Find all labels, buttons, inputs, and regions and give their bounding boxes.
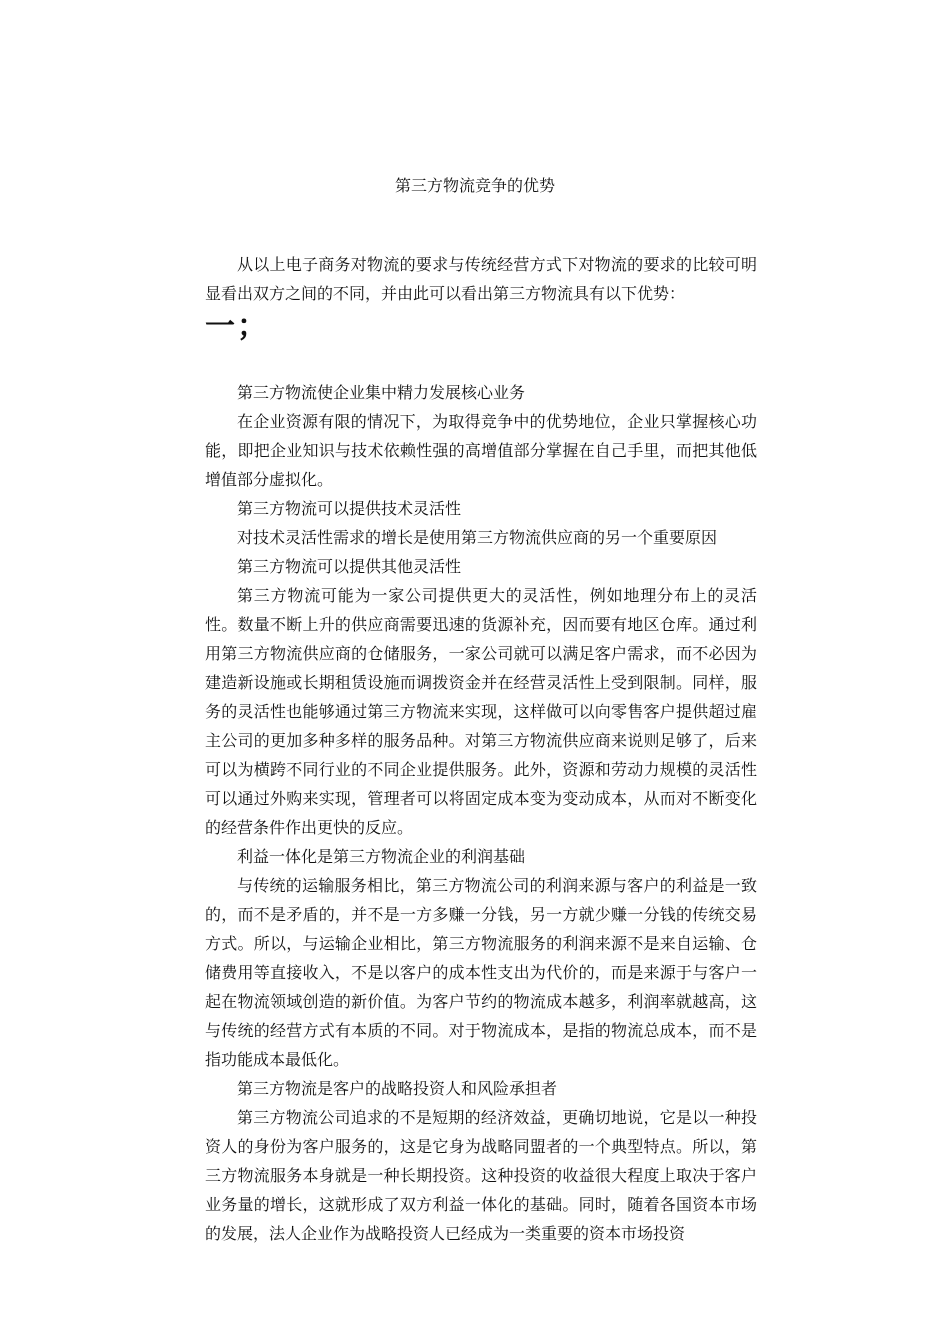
document-title: 第三方物流竞争的优势 <box>394 176 555 195</box>
paragraph-profit-basis: 与传统的运输服务相比，第三方物流公司的利润来源与客户的利益是一致的，而不是矛盾的，并不是一方多赚一分钱，另一方就少赚一分钱的传统交易方式。所以，与运输企业相比，第三方物流服务的利润来源不是来自运输、仓储费用等直接收入，不是以客户的成本性支出为代价的，而是来源于与客户一起在物流领域创造的新价值。为客户节约的物流成本越多，利润率就越高，这与传统的经营方式有本质的不同。对于物流成本，是指的物流总成本，而不是指功能成本最低化。 <box>205 876 757 1069</box>
paragraph-other-flexibility: 第三方物流可能为一家公司提供更大的灵活性，例如地理分布上的灵活性。数量不断上升的供应商需要迅速的货源补充，因而要有地区仓库。通过利用第三方物流供应商的仓储服务，一家公司就可以满足客户需求，而不必因为建造新设施或长期租赁设施而调拨资金并在经营灵活性上受到限制。同样，服务的灵活性也能够通过第三方物流来实现，这样做可以向零售客户提供超过雇主公司的更加多种多样的服务品种。对第三方物流供应商来说则足够了，后来可以为横跨不同行业的不同企业提供服务。此外，资源和劳动力规模的灵活性可以通过外购来实现，管理者可以将固定成本变为变动成本，从而对不断变化的经营条件作出更快的反应。 <box>205 586 757 837</box>
heading-core-business: 第三方物流使企业集中精力发展核心业务 <box>237 383 526 402</box>
heading-strategic-investor: 第三方物流是客户的战略投资人和风险承担者 <box>237 1079 558 1098</box>
heading-other-flexibility: 第三方物流可以提供其他灵活性 <box>237 557 462 576</box>
paragraph-strategic-investor: 第三方物流公司追求的不是短期的经济效益，更确切地说，它是以一种投资人的身份为客户服务的，这是它身为战略同盟者的一个典型特点。所以，第三方物流服务本身就是一种长期投资。这种投资的收益很大程度上取决于客户业务量的增长，这就形成了双方利益一体化的基础。同时，随着各国资本市场的发展，法人企业作为战略投资人已经成为一类重要的资本市场投资 <box>205 1108 757 1243</box>
document-body <box>205 250 757 1248</box>
spacer <box>205 344 757 378</box>
section-marker: 一； <box>205 309 269 344</box>
paragraph-tech-flexibility: 对技术灵活性需求的增长是使用第三方物流供应商的另一个重要原因 <box>237 528 718 547</box>
paragraph-core-business: 在企业资源有限的情况下，为取得竞争中的优势地位，企业只掌握核心功能，即把企业知识与技术依赖性强的高增值部分掌握在自己手里，而把其他低增值部分虚拟化。 <box>205 412 757 489</box>
intro-paragraph: 从以上电子商务对物流的要求与传统经营方式下对物流的要求的比较可明显看出双方之间的不同，并由此可以看出第三方物流具有以下优势： <box>205 255 757 303</box>
heading-tech-flexibility: 第三方物流可以提供技术灵活性 <box>237 499 462 518</box>
heading-profit-basis: 利益一体化是第三方物流企业的利润基础 <box>237 847 526 866</box>
